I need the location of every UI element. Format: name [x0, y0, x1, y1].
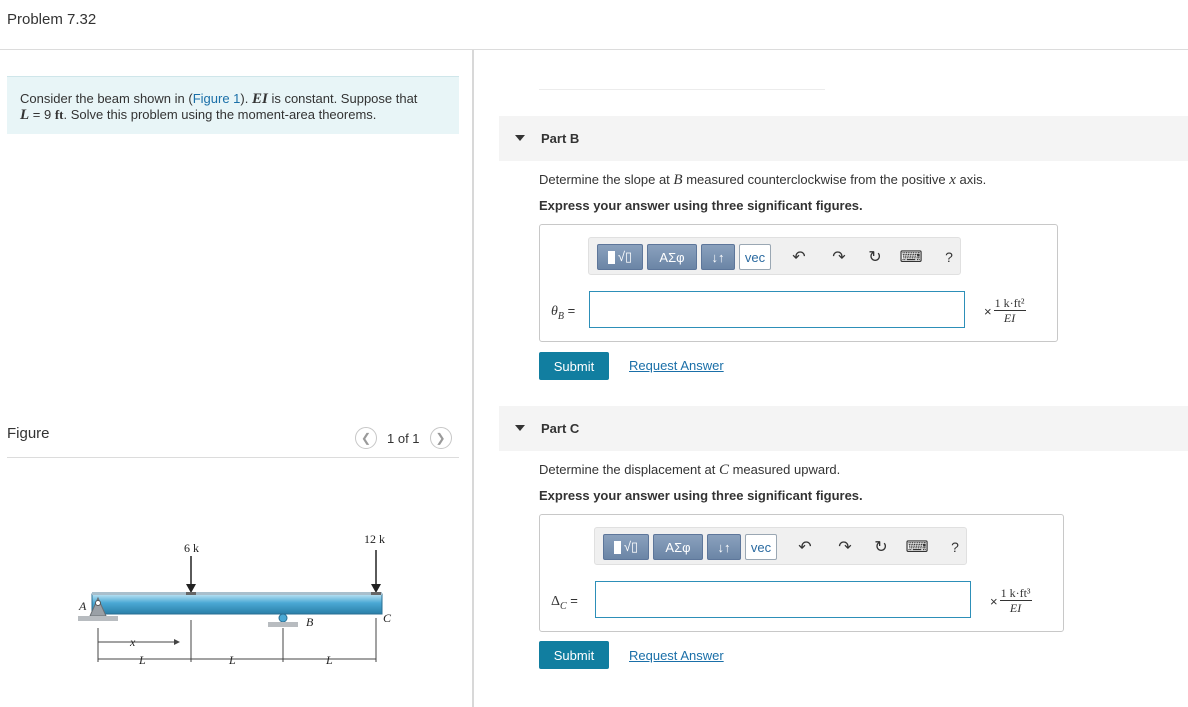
reset-icon[interactable]: ↻: [868, 249, 882, 266]
vec-button[interactable]: vec: [739, 244, 771, 270]
beam-figure: [70, 528, 400, 678]
vec-button[interactable]: vec: [745, 534, 777, 560]
load-arrow-6k: [186, 556, 196, 595]
undo-icon[interactable]: ↶: [792, 249, 806, 266]
chevron-right-icon[interactable]: ❯: [430, 427, 452, 449]
figure-link[interactable]: Figure 1: [192, 91, 241, 106]
keyboard-icon[interactable]: ⌨: [899, 249, 923, 266]
part-c-header[interactable]: Part C: [499, 406, 1188, 451]
beam: [92, 594, 382, 614]
point-c-label: C: [383, 611, 392, 625]
part-b-submit-button[interactable]: Submit: [539, 352, 609, 380]
help-button[interactable]: ?: [945, 249, 953, 265]
figure-heading: Figure: [7, 425, 50, 442]
collapse-triangle-icon[interactable]: [515, 135, 525, 141]
dim-label-3: L: [326, 653, 333, 667]
problem-title: Problem 7.32: [7, 11, 97, 28]
header-divider: [0, 49, 1188, 50]
point-a-label: A: [79, 599, 87, 613]
part-c-request-answer-link[interactable]: Request Answer: [629, 648, 724, 663]
chevron-left-icon[interactable]: ❮: [355, 427, 377, 449]
help-button[interactable]: ?: [951, 539, 959, 555]
part-b-answer-input[interactable]: [589, 291, 965, 328]
keyboard-icon[interactable]: ⌨: [905, 539, 929, 556]
part-c-instruction: Express your answer using three significant figures.: [539, 488, 863, 503]
part-c-question: Determine the displacement at C measured upward.: [539, 462, 841, 478]
redo-icon[interactable]: ↷: [838, 539, 852, 556]
load-arrow-12k: [371, 550, 381, 595]
part-c-answer-box: [539, 514, 1064, 632]
redo-icon[interactable]: ↷: [832, 249, 846, 266]
dim-label-2: L: [229, 653, 236, 667]
part-b-variable: $\theta_B$ =: [551, 303, 576, 322]
load-label-12k: 12 k: [364, 532, 385, 546]
dim-label-1: L: [139, 653, 146, 667]
arrows-button[interactable]: ↓↑: [701, 244, 735, 270]
figure-divider: [7, 457, 459, 458]
templates-icon[interactable]: √▯: [597, 244, 643, 270]
point-b-label: B: [306, 615, 314, 629]
part-c-units: × $\frac{\text{1 k·ft³}}{EI}$: [990, 586, 1031, 615]
part-b-answer-box: [539, 224, 1058, 342]
part-c-submit-button[interactable]: Submit: [539, 641, 609, 669]
part-b-header[interactable]: Part B: [499, 116, 1188, 161]
part-b-units: × $\frac{\text{1 k·ft²}}{EI}$: [984, 296, 1025, 325]
part-c-toolbar: [594, 527, 967, 565]
part-b-question: Determine the slope at B measured counterclockwise from the positive x axis.: [539, 172, 987, 188]
undo-icon[interactable]: ↶: [798, 539, 812, 556]
arrows-button[interactable]: ↓↑: [707, 534, 741, 560]
part-b-request-answer-link[interactable]: Request Answer: [629, 358, 724, 373]
problem-intro: Consider the beam shown in (Figure 1). EI is constant. Suppose that L = 9 ft. Solve this problem using the moment-area theorems.: [7, 76, 459, 134]
templates-icon[interactable]: √▯: [603, 534, 649, 560]
part-b-instruction: Express your answer using three significant figures.: [539, 198, 863, 213]
reset-icon[interactable]: ↻: [874, 539, 888, 556]
figure-pager: ❮ 1 of 1 ❯: [355, 427, 452, 449]
part-c-answer-input[interactable]: [595, 581, 971, 618]
greek-button[interactable]: ΑΣφ: [653, 534, 703, 560]
greek-button[interactable]: ΑΣφ: [647, 244, 697, 270]
part-c-variable: $\Delta_C$ =: [551, 593, 578, 612]
panel-divider: [472, 50, 474, 707]
load-label-6k: 6 k: [184, 541, 199, 555]
part-b-toolbar: [588, 237, 961, 275]
roller-support-b: [268, 614, 298, 627]
x-label: x: [130, 635, 136, 649]
collapse-triangle-icon[interactable]: [515, 425, 525, 431]
